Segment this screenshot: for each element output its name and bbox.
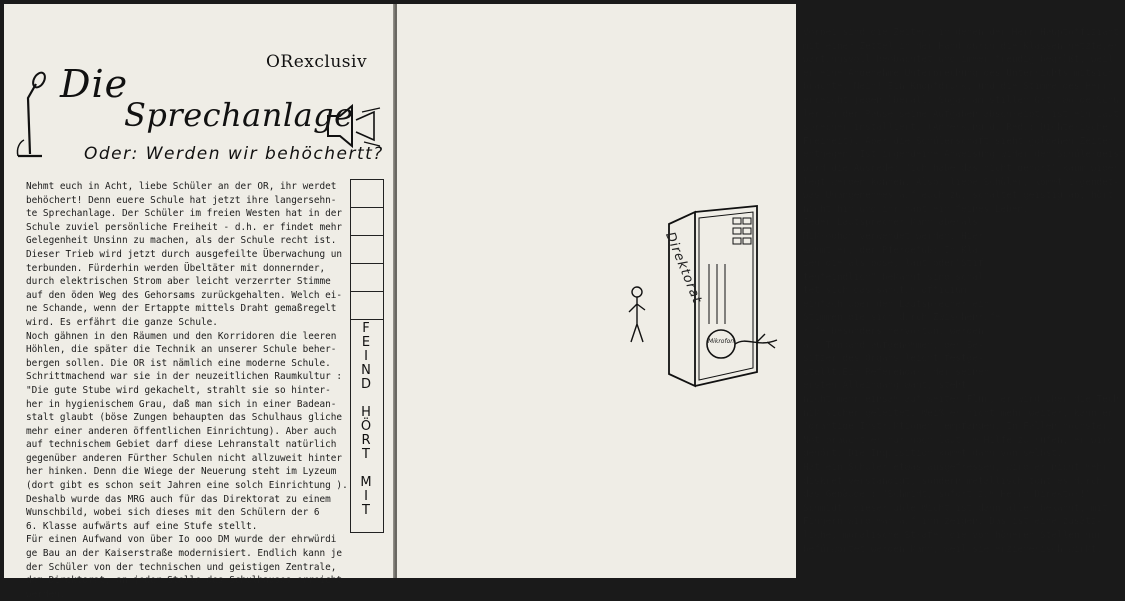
left-page (4, 4, 395, 600)
sidebar-vertical-text: F E I N D H Ö R T M I T (360, 321, 372, 518)
right-page (397, 4, 1125, 578)
bleed-through-mark: ​ (178, 24, 180, 37)
article-text-right: Vorbei sind die Zeiten, in denen der Herr Hauptoffiziant mit einem Zettel in der Hand durch die Klassen hetzte,er wartungsvoll beobachtet und immer freudig begrüßt, weil er eine Angenehme Unterbrechung des Unterrichts mitsich brachte. Nein! Ein Knopfdruck, und die Stimme des Herrn erreicht jeden überall. Sogar am stillen Ort, wo derSchü ler in der Pause seine Aufgaben abschreibt, ist ein Laut sprecher installiert. (Anmerkung d. Red.: Dichterische Freiheit). Aber die Schülerschaft sieht goldenen Zeiten entgegen. Ist irgendeine Anweisung wider den Schülergeist wird die Ausrede: "ich habe das nicht gehört" kaum wider legt werden können. Also, liebe Schüler, kommt irgendet- was Unangenehmes auf euch zu, schaltet geistig ab, hört nicht hin und ihr habt ein feines Leben. Jeder Lautsprecher kann aberals Mikrophon verwendet werden. Hier kommt er, der Pferdefuß: In Kla sen die als böse, laut oder"Stif tenfeindlich" bekannt sind schal tet sich das sanctum officium einfach über den Lautsprecher ein Stimmen die sich durch Zwischenrufe rufe besonders hervortun, werden auf Tonband aufgenommen, der Be- sitzer des Organs leicht festge- stellt.Ein Referendar, der seinen ersten Alleingang wagt, steht nicht mehr einsam auf weiter Flur, er wird über die Tech nik sicher geleitet. Weiß er nicht mehr weiter, kann er "drahtige Instruktionen" empfangen. In Fällen höchster Not braucht er nur noch laut um Hilfe zu rufen, er wird gehört. Die Inquisition kommt dann von selbst. Hat ein Schüler etwas ausgefressen, wird er nicht mehr diskret verständigt, sondern metallisch tönt es durch das Gebäude : "Schmidt, sofort zum Herrn Direktor!" Schmidt, dieser üble Wicht ist dann allen bekannt, mit Fingern wird man auf ihn zeigen. Das ist eine zusätz- liche, moralische Strafe, die von höheren Stellen nur befürwortet werden kann, weil sie erzieherisch wirkt. (803, 27, 1125, 555)
microphone-drawing (12, 70, 60, 162)
page-title-main: Sprechanlage (124, 96, 354, 134)
microphone-label: Mikrofon (708, 338, 735, 345)
page-subtitle: Oder: Werden wir behöchertt? (84, 144, 384, 164)
page-title: Die (60, 62, 129, 106)
magazine-tag: ORexclusiv (266, 52, 368, 72)
article-text-left: Nehmt euch in Acht, liebe Schüler an der OR, ihr werdet behöchert! Denn euere Schule hat jetzt ihre langersehn- te Sprechanlage. Der Schüler im freien Westen hat in der Schule zuviel persönliche Freiheit - d.h. er findet mehr Gelegenheit Unsinn zu machen, als der Schule recht ist. Dieser Trieb wird jetzt durch ausgefeilte Überwachung un terbunden. Fürderhin werden Übeltäter mit donnernder, durch elektrischen Strom aber leicht verzerrter Stimme auf den öden Weg des Gehorsams zurückgehalten. Welch ei- ne Schande, wenn der Ertappte mittels Draht gemaßregelt wird. Es erfährt die ganze Schule. Noch gähnen in den Räumen und den Korridoren die leeren Höhlen, die später die Technik an unserer Schule beher- bergen sollen. Die OR ist nämlich eine moderne Schule. Schrittmachend war sie in der neuzeitlichen Raumkultur : "Die gute Stube wird gekachelt, strahlt sie so hinter- her in hygienischem Grau, daß man sich in einer Badean- stalt glaubt (böse Zungen behaupten das Schulhaus gliche mehr einer anderen öffentlichen Einrichtung). Aber auch auf technischem Gebiet darf diese Lehranstalt natürlich gegenüber anderen Fürther Schulen nicht allzuweit hinter her hinken. Denn die Wiege der Neuerung steht im Lyzeum (dort gibt es schon seit Jahren eine solch Einrichtung ). Deshalb wurde das MRG auch für das Direktorat zu einem Wunschbild, wobei sich dieses mit den Schülern der 6 6. Klasse aufwärts auf eine Stufe stellt. Für einen Aufwand von über Io ooo DM wurde der ehrwürdi ge Bau an der Kaiserstraße modernisiert. Endlich kann je der Schüler von der technischen und geistigen Zentrale, dem Direktorat, an jeder Stelle des Schulhauses erreicht werden. (26, 181, 348, 600)
door-label: Direktorat (662, 230, 705, 307)
